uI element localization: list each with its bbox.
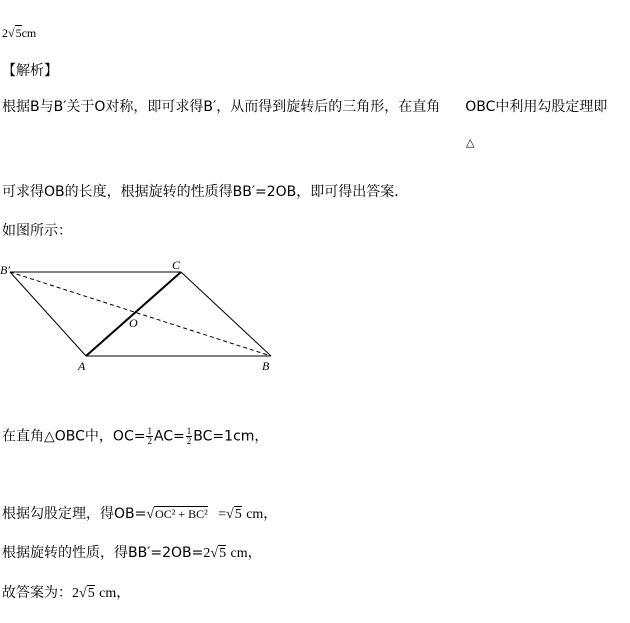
- answer-unit: cm: [21, 26, 37, 40]
- step3-coef: 2: [203, 546, 211, 561]
- sqrt-symbol-2: √: [146, 507, 155, 522]
- step3-rad: 5: [219, 546, 227, 561]
- paragraph-1: [2, 98, 607, 116]
- label-c: C: [172, 258, 181, 272]
- sqrt-symbol-4: √: [210, 546, 219, 561]
- step2-radicand: OC² + BC²: [155, 507, 208, 521]
- label-b: B: [262, 359, 270, 373]
- label-a: A: [78, 359, 86, 373]
- solution-step-4: [2, 584, 130, 603]
- para1-part2: OBC中利用勾股定理即: [465, 99, 608, 115]
- sqrt-symbol: √: [8, 26, 15, 40]
- fraction-one-half: [146, 427, 153, 446]
- triangle-symbol: △: [466, 136, 475, 149]
- step3-prefix: 根据旋转的性质，得BB′=2OB=: [2, 545, 204, 561]
- solution-step-1: [2, 427, 268, 446]
- segment-b-prime-a: [10, 272, 86, 356]
- step1-mid: AC=: [153, 428, 185, 445]
- frac-den-2: 2: [186, 436, 192, 446]
- step2-unit: cm，: [246, 507, 278, 522]
- step4-coef: 2: [72, 586, 79, 601]
- solution-step-3: [2, 544, 262, 563]
- answer-coef: 2: [2, 26, 8, 40]
- section-title: 【解析】: [2, 63, 58, 79]
- segment-a-c: [86, 272, 181, 356]
- paragraph-2: 可求得OB的长度，根据旋转的性质得BB′=2OB，即可得出答案．: [2, 184, 409, 200]
- geometry-diagram: [0, 258, 300, 378]
- step4-rad: 5: [87, 586, 95, 601]
- fraction-one-half-2: [186, 427, 193, 446]
- step4-unit: cm，: [99, 586, 131, 601]
- step3-unit: cm，: [230, 546, 262, 561]
- step2-prefix: 根据勾股定理，得OB=: [2, 506, 147, 522]
- step2-eq: =: [218, 507, 227, 522]
- solution-step-2: [2, 505, 277, 524]
- frac-num-2: 1: [186, 426, 192, 436]
- segment-b-prime-b-dashed: [10, 272, 271, 356]
- step2-rad: 5: [234, 507, 242, 522]
- top-answer: [2, 24, 36, 42]
- label-o: O: [129, 316, 138, 330]
- figure-caption: 如图所示：: [2, 223, 72, 239]
- label-b-prime: B′: [0, 263, 10, 277]
- segment-c-b: [181, 272, 271, 356]
- sqrt-symbol-3: √: [226, 507, 234, 522]
- para1-part1: 根据B与B′关于O对称，即可求得B′，从而得到旋转后的三角形，在直角: [2, 99, 441, 115]
- step1-suffix: BC=1cm，: [193, 428, 269, 445]
- frac-num: 1: [147, 426, 152, 436]
- answer-radicand: 5: [15, 26, 22, 40]
- step4-prefix: 故答案为：: [2, 585, 72, 601]
- sqrt-symbol-5: √: [79, 586, 87, 601]
- step1-prefix: 在直角△OBC中，OC=: [2, 428, 146, 445]
- frac-den: 2: [147, 436, 152, 446]
